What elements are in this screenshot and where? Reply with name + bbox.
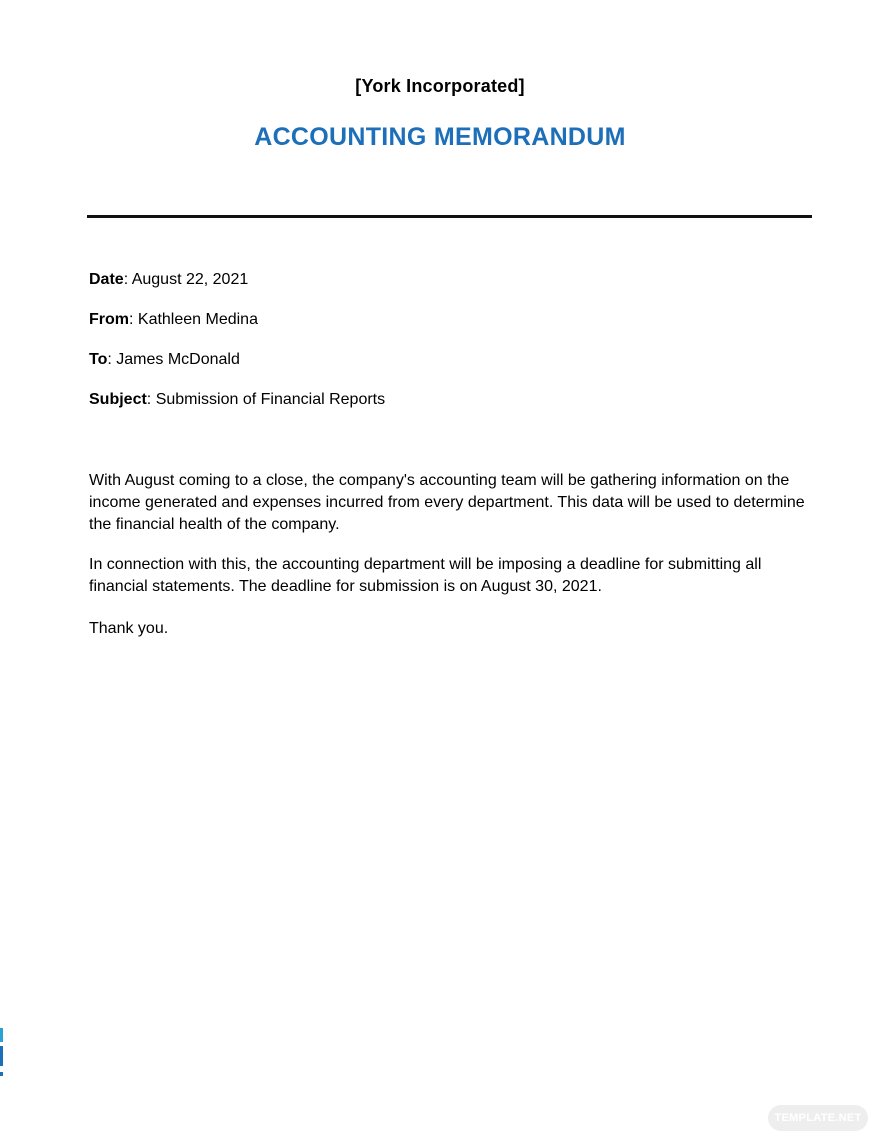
to-label: To xyxy=(89,351,108,368)
date-label: Date xyxy=(89,271,124,288)
edge-accent-cyan xyxy=(0,1028,3,1042)
subject-field: Subject: Submission of Financial Reports xyxy=(89,391,386,408)
subject-value: Submission of Financial Reports xyxy=(155,391,386,408)
date-field: Date: August 22, 2021 xyxy=(89,271,249,288)
from-field: From: Kathleen Medina xyxy=(89,311,258,328)
date-value: August 22, 2021 xyxy=(131,271,249,288)
body-paragraph-2: In connection with this, the accounting department will be imposing a deadline for submitting all financial statements. The deadline for submission is on August 30, 2021. xyxy=(89,556,762,595)
subject-label: Subject xyxy=(89,391,147,408)
company-name: [York Incorporated] xyxy=(355,76,525,96)
from-label: From xyxy=(89,311,129,328)
header-divider xyxy=(87,215,812,218)
to-value: James McDonald xyxy=(116,351,240,368)
body-paragraph-1: With August coming to a close, the company's accounting team will be gathering information on the income generated and expenses incurred from every department. This data will be used to determine the financial health of the company. xyxy=(89,472,805,533)
edge-accent-blue xyxy=(0,1046,3,1066)
memo-title: ACCOUNTING MEMORANDUM xyxy=(254,123,626,151)
closing-line: Thank you. xyxy=(89,620,169,637)
to-field: To: James McDonald xyxy=(89,351,240,368)
edge-accent-line xyxy=(0,1072,3,1076)
template-watermark: TEMPLATE.NET xyxy=(768,1105,868,1131)
from-value: Kathleen Medina xyxy=(137,311,258,328)
